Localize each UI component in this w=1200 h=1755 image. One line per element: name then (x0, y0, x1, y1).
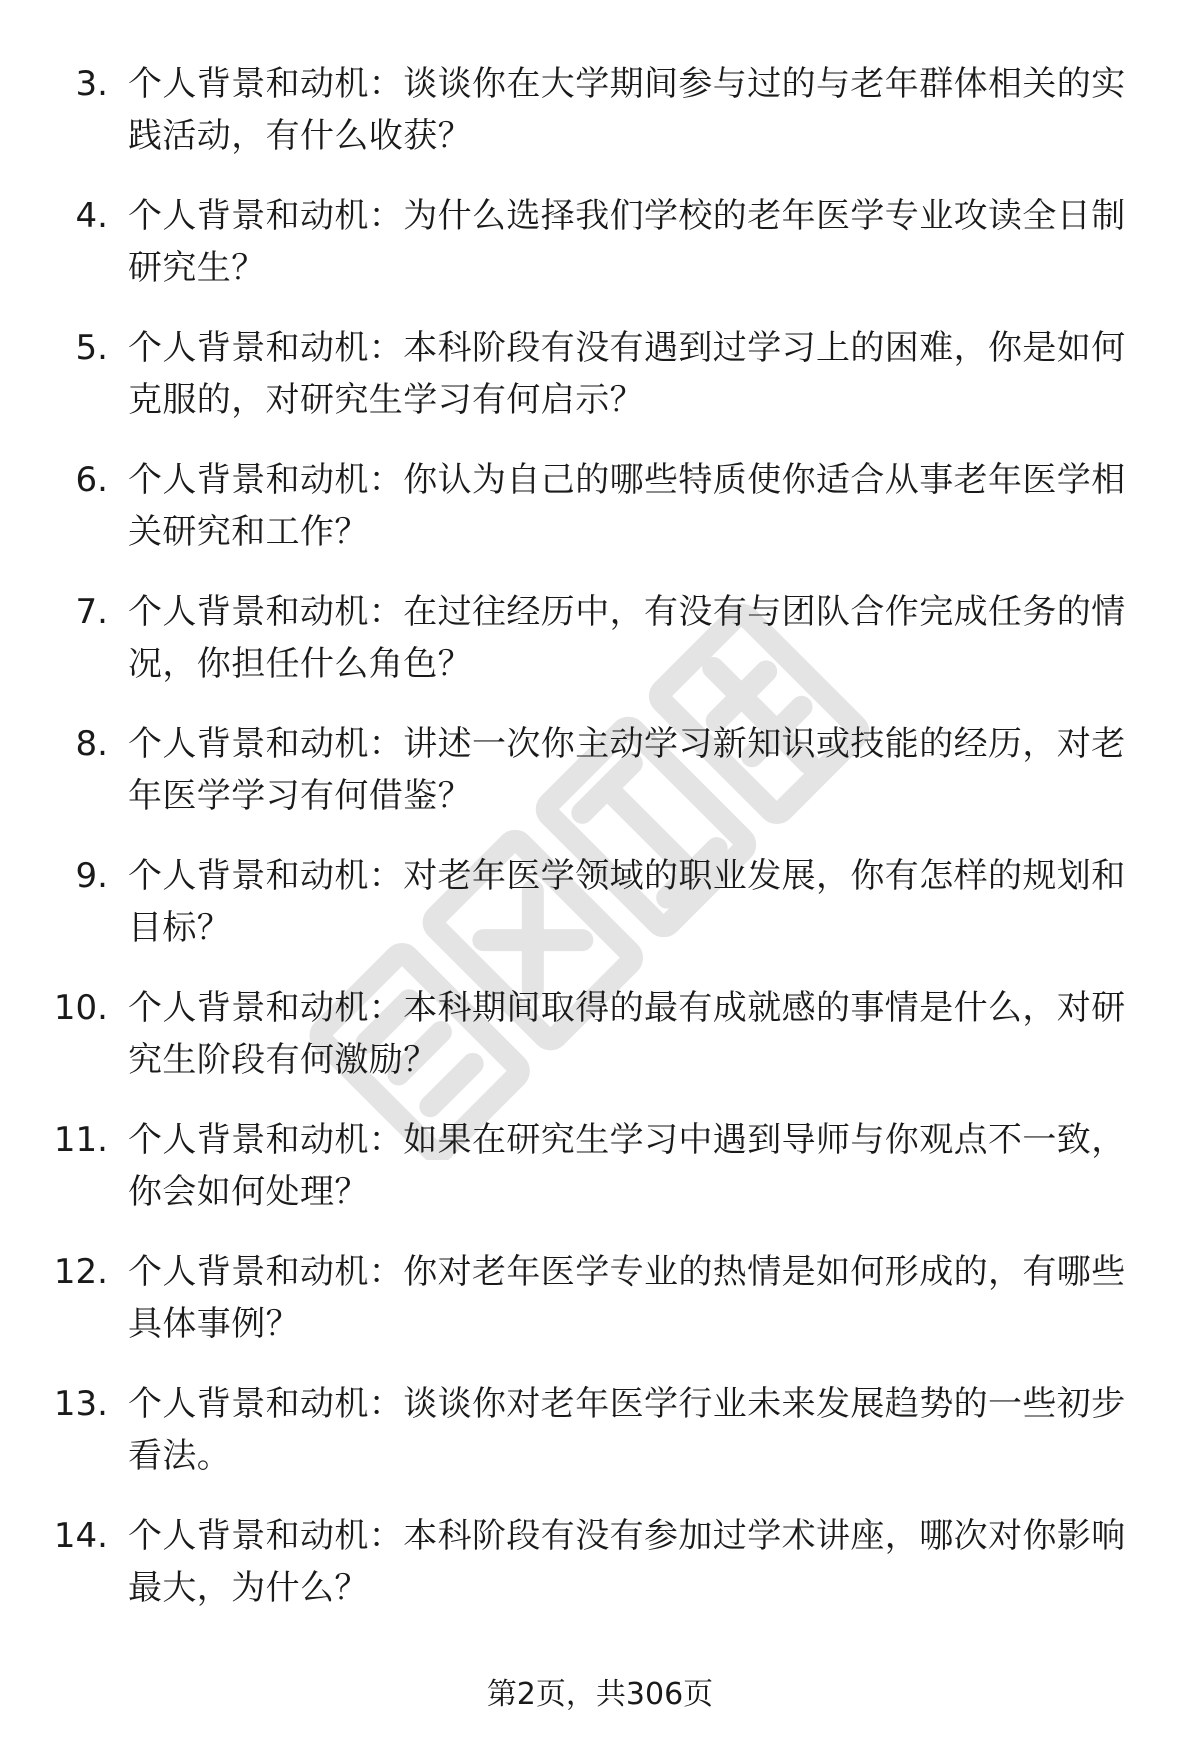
question-number: 13. (53, 1384, 108, 1424)
question-text: 个人背景和动机：在过往经历中，有没有与团队合作完成任务的情况，你担任什么角色？ (128, 592, 1126, 684)
list-item (0, 586, 1200, 718)
list-item (0, 454, 1200, 586)
list-item (0, 1378, 1200, 1510)
question-number: 6. (75, 460, 108, 500)
list-item (0, 850, 1200, 982)
question-text: 个人背景和动机：你对老年医学专业的热情是如何形成的，有哪些具体事例？ (128, 1252, 1126, 1344)
question-text: 个人背景和动机：本科期间取得的最有成就感的事情是什么，对研究生阶段有何激励？ (128, 988, 1126, 1080)
question-list (0, 58, 1200, 1642)
question-text: 个人背景和动机：你认为自己的哪些特质使你适合从事老年医学相关研究和工作？ (128, 460, 1126, 552)
question-number: 12. (53, 1252, 108, 1292)
question-text: 个人背景和动机：为什么选择我们学校的老年医学专业攻读全日制研究生？ (128, 196, 1126, 288)
list-item (0, 58, 1200, 190)
question-number: 4. (75, 196, 108, 236)
question-text: 个人背景和动机：本科阶段有没有参加过学术讲座，哪次对你影响最大，为什么？ (128, 1516, 1126, 1608)
question-number: 3. (75, 64, 108, 104)
question-number: 8. (75, 724, 108, 764)
question-number: 14. (53, 1516, 108, 1556)
question-text: 个人背景和动机：谈谈你对老年医学行业未来发展趋势的一些初步看法。 (128, 1384, 1126, 1476)
question-text: 个人背景和动机：对老年医学领域的职业发展，你有怎样的规划和目标？ (128, 856, 1126, 948)
page-number-footer: 第2页，共306页 (486, 1677, 714, 1712)
question-text: 个人背景和动机：本科阶段有没有遇到过学习上的困难，你是如何克服的，对研究生学习有何启示？ (128, 328, 1126, 420)
question-number: 5. (75, 328, 108, 368)
list-item (0, 718, 1200, 850)
question-number: 11. (53, 1120, 108, 1160)
list-item (0, 1510, 1200, 1642)
question-text: 个人背景和动机：谈谈你在大学期间参与过的与老年群体相关的实践活动，有什么收获？ (128, 64, 1126, 156)
question-number: 9. (75, 856, 108, 896)
list-item (0, 982, 1200, 1114)
question-text: 个人背景和动机：讲述一次你主动学习新知识或技能的经历，对老年医学学习有何借鉴？ (128, 724, 1126, 816)
list-item (0, 190, 1200, 322)
question-text: 个人背景和动机：如果在研究生学习中遇到导师与你观点不一致，你会如何处理？ (128, 1120, 1126, 1212)
list-item (0, 1246, 1200, 1378)
list-item (0, 1114, 1200, 1246)
list-item (0, 322, 1200, 454)
question-number: 10. (53, 988, 108, 1028)
question-number: 7. (75, 592, 108, 632)
